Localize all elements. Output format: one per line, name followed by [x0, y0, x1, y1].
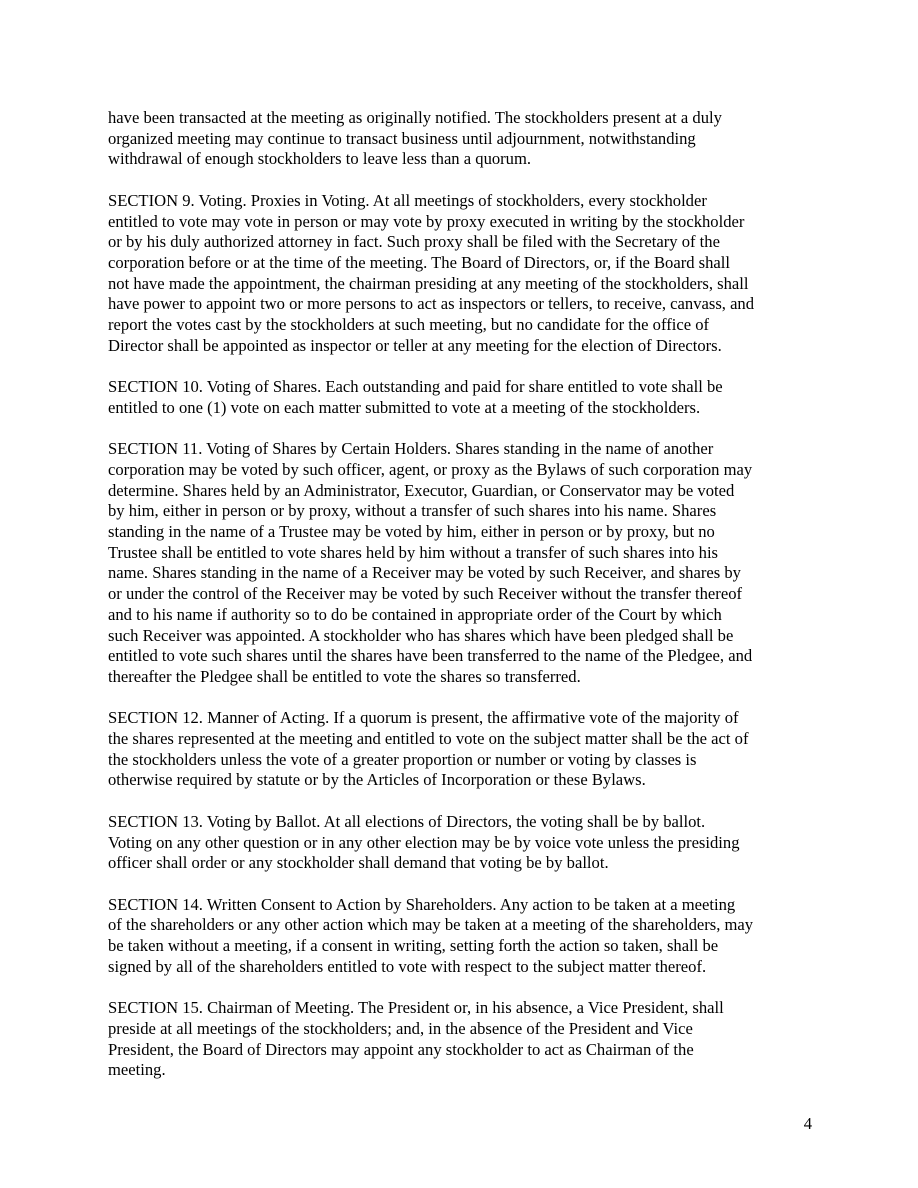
paragraph-continuation: have been transacted at the meeting as originally notified. The stockholders present at a duly organized meeting may continue to transact business until adjournment, notwithstanding withdrawal of enough stockholders to leave less than a quorum.	[108, 108, 722, 169]
paragraph-section-11: SECTION 11. Voting of Shares by Certain Holders. Shares standing in the name of another corporation may be voted by such officer, agent, or proxy as the Bylaws of such corporation may determine. Shares held by an Administrator, Executor, Guardian, or Conservator may be voted by him, either in person or by proxy, without a transfer of such shares into his name. Shares standing in the name of a Trustee may be voted by him, either in person or by proxy, but no Trustee shall be entitled to vote shares held by him without a transfer of such shares into his name. Shares standing in the name of a Receiver may be voted by such Receiver, and shares by or under the control of the Receiver may be voted by such Receiver without the transfer thereof and to his name if authority so to do be contained in appropriate order of the Court by which such Receiver was appointed. A stockholder who has shares which have been pledged shall be entitled to vote such shares until the shares have been transferred to the name of the Pledgee, and thereafter the Pledgee shall be entitled to vote the shares so transferred.	[108, 439, 753, 686]
paragraph-section-13: SECTION 13. Voting by Ballot. At all elections of Directors, the voting shall be by ballot. Voting on any other question or in any other election may be by voice vote unless the presiding officer shall order or any stockholder shall demand that voting be by ballot.	[108, 811, 740, 873]
paragraph-section-15: SECTION 15. Chairman of Meeting. The President or, in his absence, a Vice President, shall preside at all meetings of the stockholders; and, in the absence of the President and Vice President, the Board of Directors may appoint any stockholder to act as Chairman of the meeting.	[108, 998, 724, 1080]
paragraph-section-10: SECTION 10. Voting of Shares. Each outstanding and paid for share entitled to vote shall be entitled to one (1) vote on each matter submitted to vote at a meeting of the stockholders.	[108, 377, 723, 417]
page-number: 4	[803, 1114, 812, 1133]
paragraph-section-12: SECTION 12. Manner of Acting. If a quorum is present, the affirmative vote of the majority of the shares represented at the meeting and entitled to vote on the subject matter shall be the act of the stockholders unless the vote of a greater proportion or number or voting by classes is otherwise required by statute or by the Articles of Incorporation or these Bylaws.	[108, 708, 749, 790]
paragraph-section-14: SECTION 14. Written Consent to Action by Shareholders. Any action to be taken at a meeting of the shareholders or any other action which may be taken at a meeting of the shareholders, may be taken without a meeting, if a consent in writing, setting forth the action so taken, shall be signed by all of the shareholders entitled to vote with respect to the subject matter thereof.	[108, 894, 754, 976]
document-page	[108, 108, 814, 1102]
paragraph-section-9: SECTION 9. Voting. Proxies in Voting. At all meetings of stockholders, every stockholder entitled to vote may vote in person or may vote by proxy executed in writing by the stockholder or by his duly authorized attorney in fact. Such proxy shall be filed with the Secretary of the corporation before or at the time of the meeting. The Board of Directors, or, if the Board shall not have made the appointment, the chairman presiding at any meeting of the stockholders, shall have power to appoint two or more persons to act as inspectors or tellers, to receive, canvass, and report the votes cast by the stockholders at such meeting, but no candidate for the office of Director shall be appointed as inspector or teller at any meeting for the election of Directors.	[108, 190, 755, 355]
